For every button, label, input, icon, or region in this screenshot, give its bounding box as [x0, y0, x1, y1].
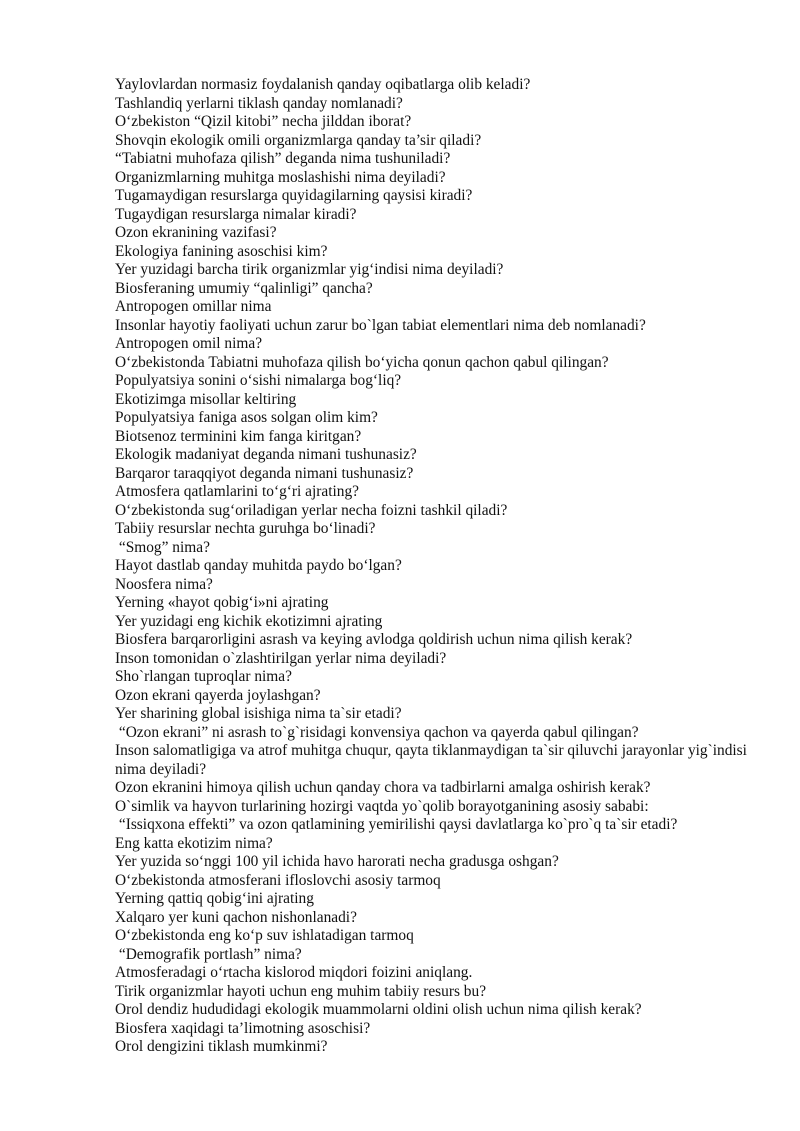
question-line: Atmosferadagi o‘rtacha kislorod miqdori foizini aniqlang.	[115, 964, 473, 981]
question-line: Populyatsiya sonini o‘sishi nimalarga bog‘liq?	[115, 372, 402, 389]
question-line: Yer yuzida so‘nggi 100 yil ichida havo harorati necha gradusga oshgan?	[115, 853, 559, 870]
question-line: Yer yuzidagi eng kichik ekotizimni ajrating	[115, 612, 383, 630]
question-line: Ozon ekranini himoya qilish uchun qanday chora va tadbirlarni amalga oshirish kerak?	[115, 779, 651, 796]
question-line: “Ozon ekrani” ni asrash to`g`risidagi konvensiya qachon va qayerda qabul qilingan?	[115, 723, 639, 741]
question-line: Biosfera xaqidagi ta’limotning asoschisi?	[115, 1019, 371, 1037]
question-line: Biotsenoz terminini kim fanga kiritgan?	[115, 427, 362, 445]
question-line: Biosfera barqarorligini asrash va keying avlodga qoldirish uchun nima qilish kerak?	[115, 631, 633, 648]
question-line: Inson tomonidan o`zlashtirilgan yerlar nima deyiladi?	[115, 649, 447, 667]
question-line: Orol dendiz hududidagi ekologik muammolarni oldini olish uchun nima qilish kerak?	[115, 1001, 642, 1018]
question-line: “Demografik portlash” nima?	[115, 945, 302, 963]
question-line: Tabiiy resurslar nechta guruhga bo‘linadi?	[115, 520, 376, 537]
question-line: Ekologiya fanining asoschisi kim?	[115, 242, 328, 260]
question-line: O‘zbekiston “Qizil kitobi” necha jilddan iborat?	[115, 113, 412, 130]
question-line: “Issiqxona effekti” va ozon qatlamining yemirilishi qaysi davlatlarga ko`pro`q ta`sir etadi?	[115, 816, 678, 833]
question-line: Sho`rlangan tuproqlar nima?	[115, 668, 292, 685]
question-line: O‘zbekistonda eng ko‘p suv ishlatadigan tarmoq	[115, 927, 414, 944]
question-line: Barqaror taraqqiyot deganda nimani tushunasiz?	[115, 464, 414, 482]
question-line: Organizmlarning muhitga moslashishi nima deyiladi?	[115, 168, 446, 186]
question-line: Ozon ekrani qayerda joylashgan?	[115, 686, 321, 704]
question-line: O‘zbekistonda Tabiatni muhofaza qilish bo‘yicha qonun qachon qabul qilingan?	[115, 353, 609, 371]
question-line: O‘zbekistonda sug‘oriladigan yerlar necha foizni tashkil qiladi?	[115, 501, 508, 519]
question-line: “Smog” nima?	[115, 538, 210, 556]
question-line: Eng katta ekotizim nima?	[115, 834, 273, 852]
question-line: O`simlik va hayvon turlarining hozirgi vaqtda yo`qolib borayotganining asosiy sababi:	[115, 797, 649, 815]
question-line: Inson salomatligiga va atrof muhitga chuqur, qayta tiklanmaydigan ta`sir qiluvchi jarayonlar yig`indisi nima deyiladi?	[115, 742, 755, 778]
question-line: Yerning «hayot qobig‘i»ni ajrating	[115, 594, 329, 611]
question-line: Tashlandiq yerlarni tiklash qanday nomlanadi?	[115, 94, 403, 112]
question-line: Ekologik madaniyat deganda nimani tushunasiz?	[115, 446, 417, 463]
question-line: Ozon ekranining vazifasi?	[115, 224, 277, 241]
question-list	[115, 76, 755, 1057]
question-line: Shovqin ekologik omili organizmlarga qanday ta’sir qiladi?	[115, 131, 482, 149]
question-line: Orol dengizini tiklash mumkinmi?	[115, 1038, 328, 1055]
question-line: Yer sharining global isishiga nima ta`sir etadi?	[115, 705, 402, 722]
question-line: Yaylovlardan normasiz foydalanish qanday oqibatlarga olib keladi?	[115, 76, 531, 93]
question-line: Antropogen omillar nima	[115, 298, 272, 315]
question-line: “Tabiatni muhofaza qilish” deganda nima tushuniladi?	[115, 150, 451, 167]
question-line: O‘zbekistonda atmosferani ifloslovchi asosiy tarmoq	[115, 871, 441, 889]
question-line: Biosferaning umumiy “qalinligi” qancha?	[115, 279, 373, 297]
question-line: Tirik organizmlar hayoti uchun eng muhim tabiiy resurs bu?	[115, 982, 487, 1000]
question-line: Xalqaro yer kuni qachon nishonlanadi?	[115, 908, 357, 926]
question-line: Populyatsiya faniga asos solgan olim kim?	[115, 409, 378, 426]
question-line: Atmosfera qatlamlarini to‘g‘ri ajrating?	[115, 483, 360, 500]
question-line: Insonlar hayotiy faoliyati uchun zarur bo`lgan tabiat elementlari nima deb nomlanadi?	[115, 316, 646, 334]
question-line: Tugamaydigan resurslarga quyidagilarning qaysisi kiradi?	[115, 187, 473, 204]
question-line: Noosfera nima?	[115, 575, 213, 593]
question-line: Yerning qattiq qobig‘ini ajrating	[115, 890, 314, 907]
question-line: Tugaydigan resurslarga nimalar kiradi?	[115, 205, 357, 223]
question-line: Hayot dastlab qanday muhitda paydo bo‘lgan?	[115, 557, 402, 574]
question-line: Antropogen omil nima?	[115, 335, 263, 352]
question-line: Yer yuzidagi barcha tirik organizmlar yig‘indisi nima deyiladi?	[115, 261, 504, 278]
question-line: Ekotizimga misollar keltiring	[115, 390, 297, 408]
